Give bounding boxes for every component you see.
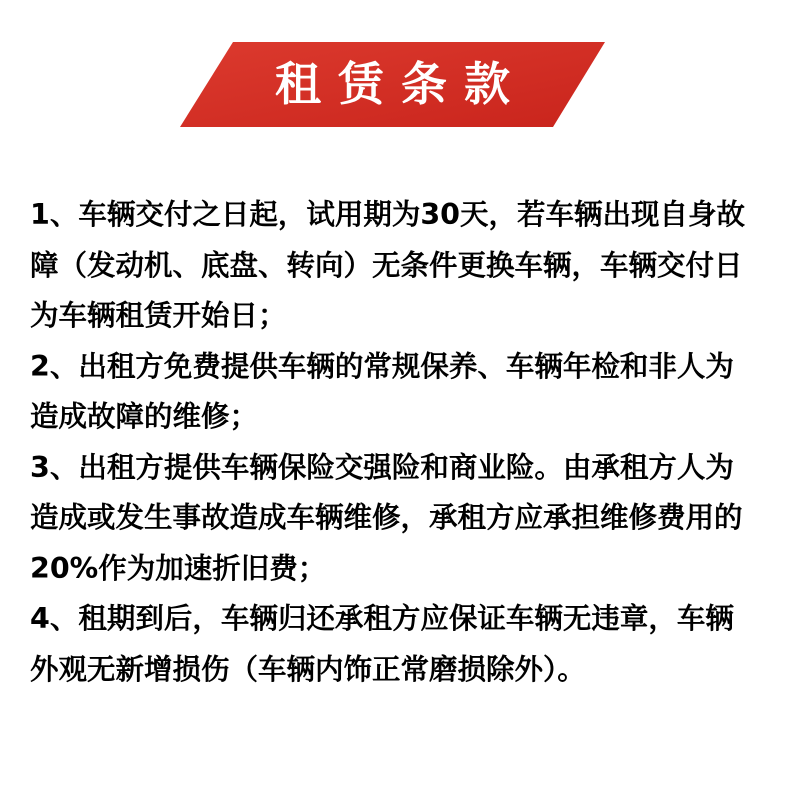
term-line: 造成或发生事故造成车辆维修，承租方应承担维修费用的 bbox=[30, 501, 743, 534]
term-line: 4、租期到后，车辆归还承租方应保证车辆无违章，车辆 bbox=[30, 602, 734, 635]
term-item-3 bbox=[30, 443, 790, 595]
term-line: 外观无新增损伤（车辆内饰正常磨损除外）。 bbox=[30, 652, 586, 686]
terms-list bbox=[30, 190, 790, 695]
term-line: 障（发动机、底盘、转向）无条件更换车辆，车辆交付日 bbox=[30, 248, 743, 282]
term-line: 20%作为加速折旧费； bbox=[30, 551, 327, 585]
term-line: 1、车辆交付之日起，试用期为30天，若车辆出现自身故 bbox=[30, 198, 745, 231]
page-title: 租赁条款 bbox=[275, 57, 527, 111]
term-line: 造成故障的维修； bbox=[30, 400, 259, 433]
term-line: 2、出租方免费提供车辆的常规保养、车辆年检和非人为 bbox=[30, 349, 734, 383]
term-line: 为车辆租赁开始日； bbox=[30, 299, 287, 332]
term-line: 3、出租方提供车辆保险交强险和商业险。由承租方人为 bbox=[30, 450, 734, 484]
term-item-1 bbox=[30, 190, 790, 342]
term-item-4 bbox=[30, 594, 790, 695]
title-banner bbox=[0, 0, 800, 140]
term-item-2 bbox=[30, 342, 790, 443]
